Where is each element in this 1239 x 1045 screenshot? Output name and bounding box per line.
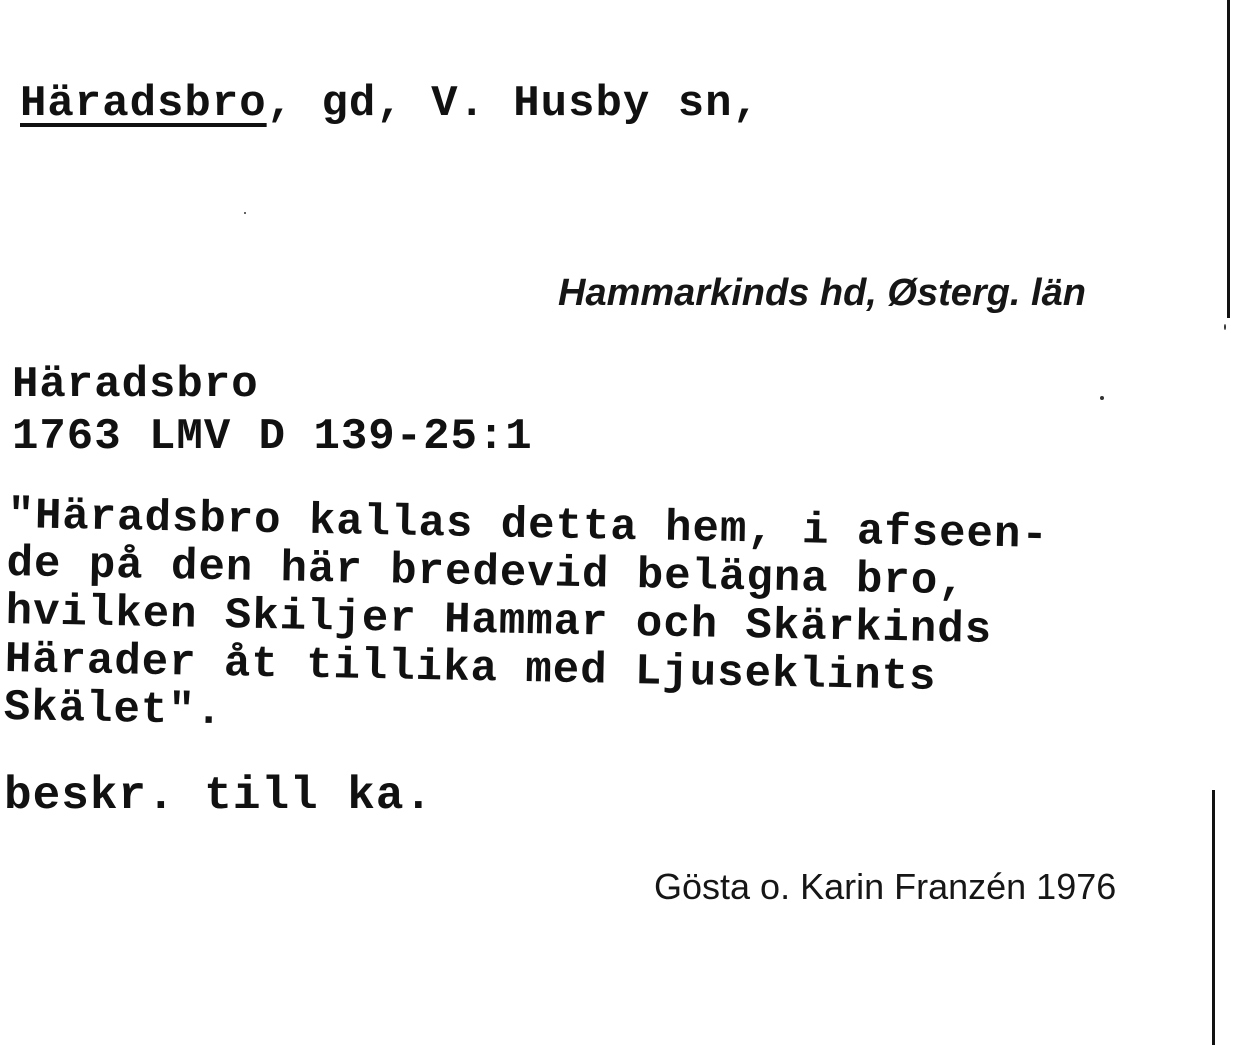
region-label: Hammarkinds hd, Østerg. län bbox=[558, 272, 1086, 314]
speck bbox=[1224, 324, 1226, 330]
card-header bbox=[20, 76, 760, 132]
speck bbox=[1100, 396, 1104, 400]
quote-text: "Häradsbro kallas detta hem, i afseen- de på den här bredevid belägna bro, hvilken Skiljer Hammar och Skärkinds Härader åt tillika med Ljuseklints Skälet". bbox=[3, 491, 1050, 738]
entry-name: Häradsbro bbox=[12, 360, 259, 410]
speck bbox=[244, 212, 246, 214]
note-text: beskr. till ka. bbox=[4, 770, 434, 822]
place-details: , gd, V. Husby sn, bbox=[266, 79, 760, 129]
card-edge-top bbox=[1227, 0, 1230, 318]
entry-source: 1763 LMV D 139-25:1 bbox=[12, 412, 533, 462]
place-name: Häradsbro bbox=[20, 79, 267, 129]
card-edge-bottom bbox=[1212, 790, 1215, 1045]
signature-text: Gösta o. Karin Franzén 1976 bbox=[654, 866, 1117, 907]
